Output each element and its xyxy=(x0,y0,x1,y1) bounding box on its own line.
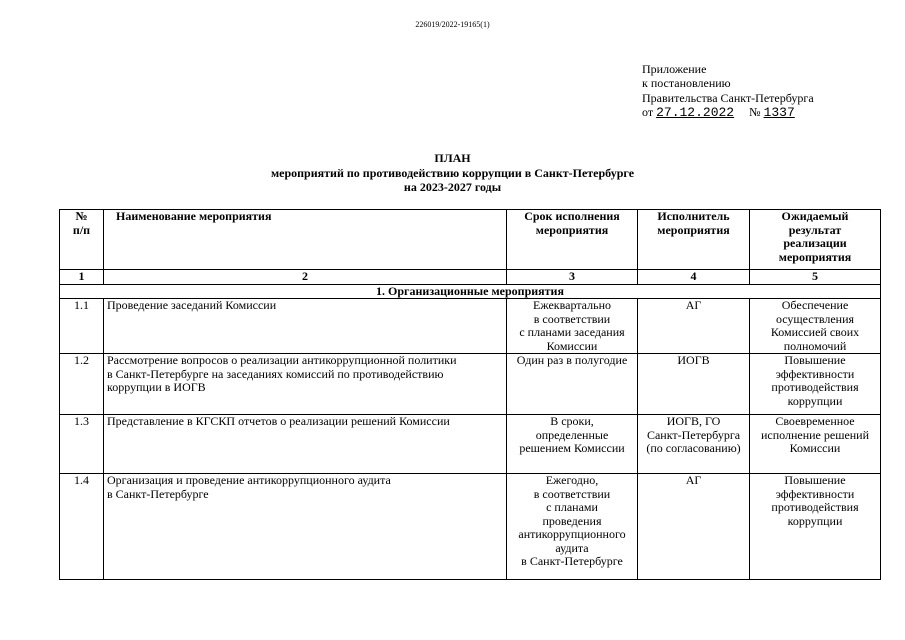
decree-date: 27.12.2022 xyxy=(656,105,735,121)
appendix-block xyxy=(642,62,814,121)
col-number-2: 2 xyxy=(104,270,507,285)
title-line-1: ПЛАН xyxy=(434,151,471,165)
col-number-1: 1 xyxy=(60,270,104,285)
header-executor: Исполнитель мероприятия xyxy=(638,210,750,270)
number-prefix: № xyxy=(749,105,761,120)
appendix-line-3: Правительства Санкт-Петербурга xyxy=(642,90,814,105)
table-header-row xyxy=(60,210,881,270)
decree-number: 1337 xyxy=(763,105,795,121)
date-prefix: от xyxy=(642,105,654,120)
row-num: 1.2 xyxy=(60,354,104,415)
row-result: Повышение эффективности противодействия коррупции xyxy=(750,354,881,415)
header-num: № п/п xyxy=(60,210,104,270)
row-term: В сроки, определенные решением Комиссии xyxy=(507,415,638,474)
header-name: Наименование мероприятия xyxy=(104,210,507,270)
row-num: 1.3 xyxy=(60,415,104,474)
col-number-5: 5 xyxy=(750,270,881,285)
plan-table xyxy=(59,209,881,580)
header-result: Ожидаемый результат реализации мероприятия xyxy=(750,210,881,270)
row-name: Организация и проведение антикоррупционного аудита в Санкт-Петербурге xyxy=(104,474,507,580)
table-row xyxy=(60,299,881,354)
section-row xyxy=(60,284,881,299)
appendix-line-1: Приложение xyxy=(642,62,707,76)
col-number-4: 4 xyxy=(638,270,750,285)
title-line-2: мероприятий по противодействию коррупции в Санкт-Петербурге xyxy=(270,165,635,180)
column-number-row xyxy=(60,270,881,285)
appendix-line-2: к постановлению xyxy=(642,76,731,91)
row-term: Ежегодно, в соответствии с планами проведения антикоррупционного аудита в Санкт-Петербурге xyxy=(507,474,638,580)
row-executor: АГ xyxy=(638,299,750,354)
header-term: Срок исполнения мероприятия xyxy=(507,210,638,270)
row-name: Представление в КГСКП отчетов о реализации решений Комиссии xyxy=(104,415,507,474)
row-name: Проведение заседаний Комиссии xyxy=(104,299,507,354)
table-row xyxy=(60,354,881,415)
row-num: 1.4 xyxy=(60,474,104,580)
appendix-date-line xyxy=(642,105,814,120)
document-registration-number: 226019/2022-19165(1) xyxy=(415,20,490,29)
title-line-3: на 2023-2027 годы xyxy=(403,180,502,195)
row-executor: ИОГВ, ГО Санкт-Петербурга (по согласованию) xyxy=(638,415,750,474)
row-num: 1.1 xyxy=(60,299,104,354)
row-result: Повышение эффективности противодействия коррупции xyxy=(750,474,881,580)
document-title xyxy=(0,151,905,195)
row-term: Ежеквартально в соответствии с планами заседания Комиссии xyxy=(507,299,638,354)
table-row xyxy=(60,474,881,580)
row-name: Рассмотрение вопросов о реализации антикоррупционной политики в Санкт-Петербурге на заседаниях комиссий по противодействию коррупции в ИОГВ xyxy=(104,354,507,415)
table-row xyxy=(60,415,881,474)
row-result: Обеспечение осуществления Комиссией своих полномочий xyxy=(750,299,881,354)
col-number-3: 3 xyxy=(507,270,638,285)
row-term: Один раз в полугодие xyxy=(507,354,638,415)
row-executor: ИОГВ xyxy=(638,354,750,415)
row-result: Своевременное исполнение решений Комиссии xyxy=(750,415,881,474)
section-title: 1. Организационные мероприятия xyxy=(60,284,881,299)
row-executor: АГ xyxy=(638,474,750,580)
